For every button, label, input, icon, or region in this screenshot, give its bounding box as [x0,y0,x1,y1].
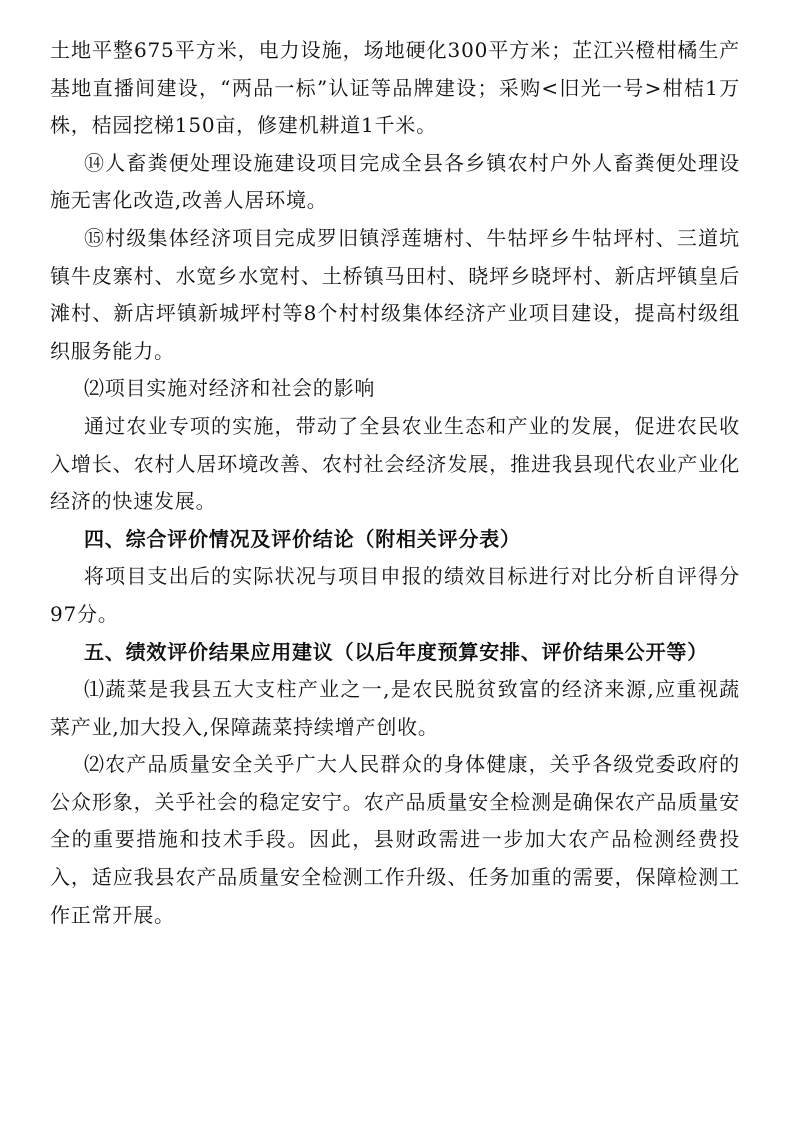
section-heading-evaluation: 四、综合评价情况及评价结论（附相关评分表） [84,526,521,551]
document-page [50,32,740,934]
paragraph-vegetables: ⑴蔬菜是我县五大支柱产业之一,是农民脱贫致富的经济来源,应重视蔬菜产业,加大投入,保障蔬菜持续增产创收。 [50,677,740,739]
paragraph-land-leveling: 土地平整675平方米，电力设施，场地硬化300平方米；芷江兴橙柑橘生产基地直播间建设，“两品一标”认证等品牌建设；采购<旧光一号>柑桔1万株，桔园挖梯150亩，修建机耕道1千米。 [50,38,740,138]
paragraph-impact: 通过农业专项的实施，带动了全县农业生态和产业的发展，促进农民收入增长、农村人居环境改善、农村社会经济发展，推进我县现代农业产业化经济的快速发展。 [50,413,740,514]
paragraph-manure-facility: ⑭人畜粪便处理设施建设项目完成全县各乡镇农村户外人畜粪便处理设施无害化改造,改善人居环境。 [50,150,740,213]
paragraph-village-collective: ⑮村级集体经济项目完成罗旧镇浮莲塘村、牛牯坪乡牛牯坪村、三道坑镇牛皮寨村、水宽乡水宽村、土桥镇马田村、晓坪乡晓坪村、新店坪镇皇后滩村、新店坪镇新城坪村等8个村村级集体经济产业项目建设，提高村级组织服务能力。 [50,225,740,363]
subheading-impact: ⑵项目实施对经济和社会的影响 [84,376,376,401]
paragraph-quality-safety: ⑵农产品质量安全关乎广大人民群众的身体健康，关乎各级党委政府的公众形象，关乎社会的稳定安宁。农产品质量安全检测是确保农产品质量安全的重要措施和技术手段。因此，县财政需进一步加大农产品检测经费投入，适应我县农产品质量安全检测工作升级、任务加重的需要，保障检测工作正常开展。 [50,752,740,927]
section-heading-recommendations: 五、绩效评价结果应用建议（以后年度预算安排、评价结果公开等） [84,639,708,664]
paragraph-self-score: 将项目支出后的实际状况与项目申报的绩效目标进行对比分析自评得分97分。 [50,564,740,626]
